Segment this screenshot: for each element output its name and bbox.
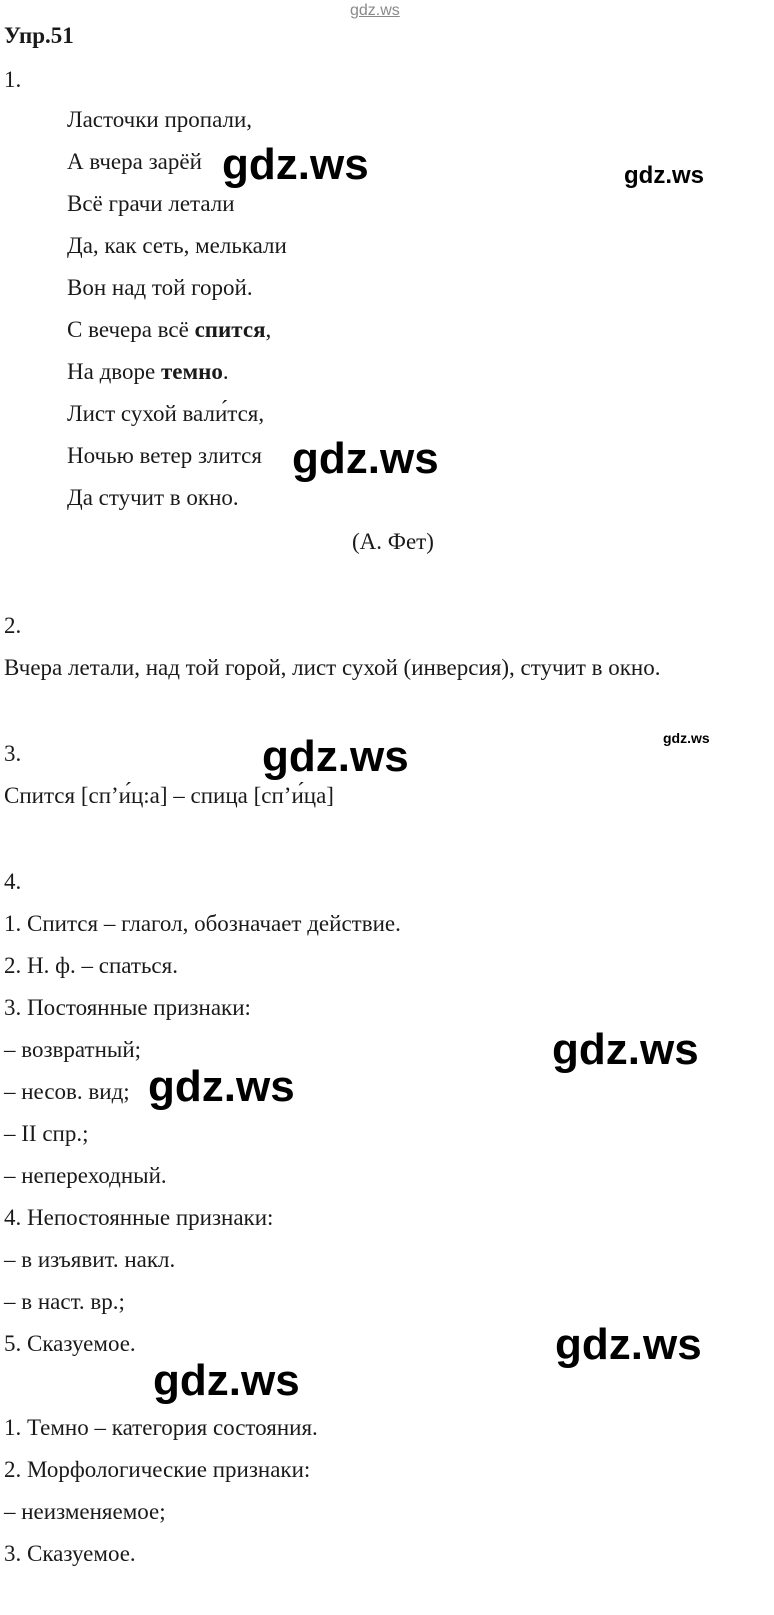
list-item: 2. Морфологические признаки: [4, 1457, 311, 1482]
poem-line [67, 358, 229, 386]
list-item: 5. Сказуемое. [4, 1331, 136, 1356]
section-1-number: 1. [4, 67, 22, 92]
list-item: 1. Спится – глагол, обозначает действие. [4, 911, 401, 936]
list-item: 1. Темно – категория состояния. [4, 1415, 318, 1440]
section-2-number: 2. [4, 613, 22, 638]
poem-line: Ласточки пропали, [67, 107, 253, 132]
poem-author: (А. Фет) [352, 529, 434, 554]
watermark: gdz.ws [555, 1320, 702, 1369]
poem-line: Ночью ветер злится [67, 443, 262, 468]
exercise-title: Упр.51 [4, 23, 74, 48]
poem-line: Лист сухой вали́тся, [67, 401, 265, 426]
list-item: – возвратный; [4, 1037, 142, 1062]
section-4-number: 4. [4, 869, 22, 894]
list-item: 3. Постоянные признаки: [4, 995, 251, 1020]
list-item: – в изъявит. накл. [4, 1247, 176, 1272]
poem-line: Да стучит в окно. [67, 485, 239, 510]
highlighted-word: спится [194, 317, 266, 342]
list-item: – непереходный. [4, 1163, 167, 1188]
watermark: gdz.ws [663, 730, 710, 746]
section-3-number: 3. [4, 741, 22, 766]
poem-line: Вон над той горой. [67, 275, 253, 300]
list-item: – несов. вид; [4, 1079, 130, 1104]
section-3-text: Спится [сп’и́ц:а] – спица [сп’и́ца] [4, 783, 334, 808]
list-item: – II спр.; [4, 1121, 89, 1146]
watermark: gdz.ws [153, 1356, 300, 1405]
poem-line: Всё грачи летали [67, 191, 235, 216]
list-item: – неизменяемое; [4, 1499, 166, 1524]
list-item: 2. Н. ф. – спаться. [4, 953, 178, 978]
watermark: gdz.ws [552, 1025, 699, 1074]
poem-line: Да, как сеть, мелькали [67, 233, 287, 258]
poem-text: С вечера всё [67, 317, 195, 342]
section-2-text: Вчера летали, над той горой, лист сухой (инверсия), стучит в окно. [4, 655, 661, 680]
poem-punct: , [265, 317, 272, 342]
watermark: gdz.ws [148, 1062, 295, 1111]
poem-line: А вчера зарёй [67, 149, 202, 174]
poem-line [67, 316, 271, 344]
list-item: 3. Сказуемое. [4, 1541, 136, 1566]
watermark: gdz.ws [292, 434, 439, 483]
top-watermark: gdz.ws [350, 2, 400, 19]
poem-punct: . [222, 359, 229, 384]
watermark: gdz.ws [222, 140, 369, 189]
watermark: gdz.ws [262, 732, 409, 781]
list-item: – в наст. вр.; [4, 1289, 125, 1314]
poem-text: На дворе [67, 359, 161, 384]
watermark: gdz.ws [624, 162, 705, 189]
list-item: 4. Непостоянные признаки: [4, 1205, 274, 1230]
highlighted-word: темно [160, 359, 223, 384]
